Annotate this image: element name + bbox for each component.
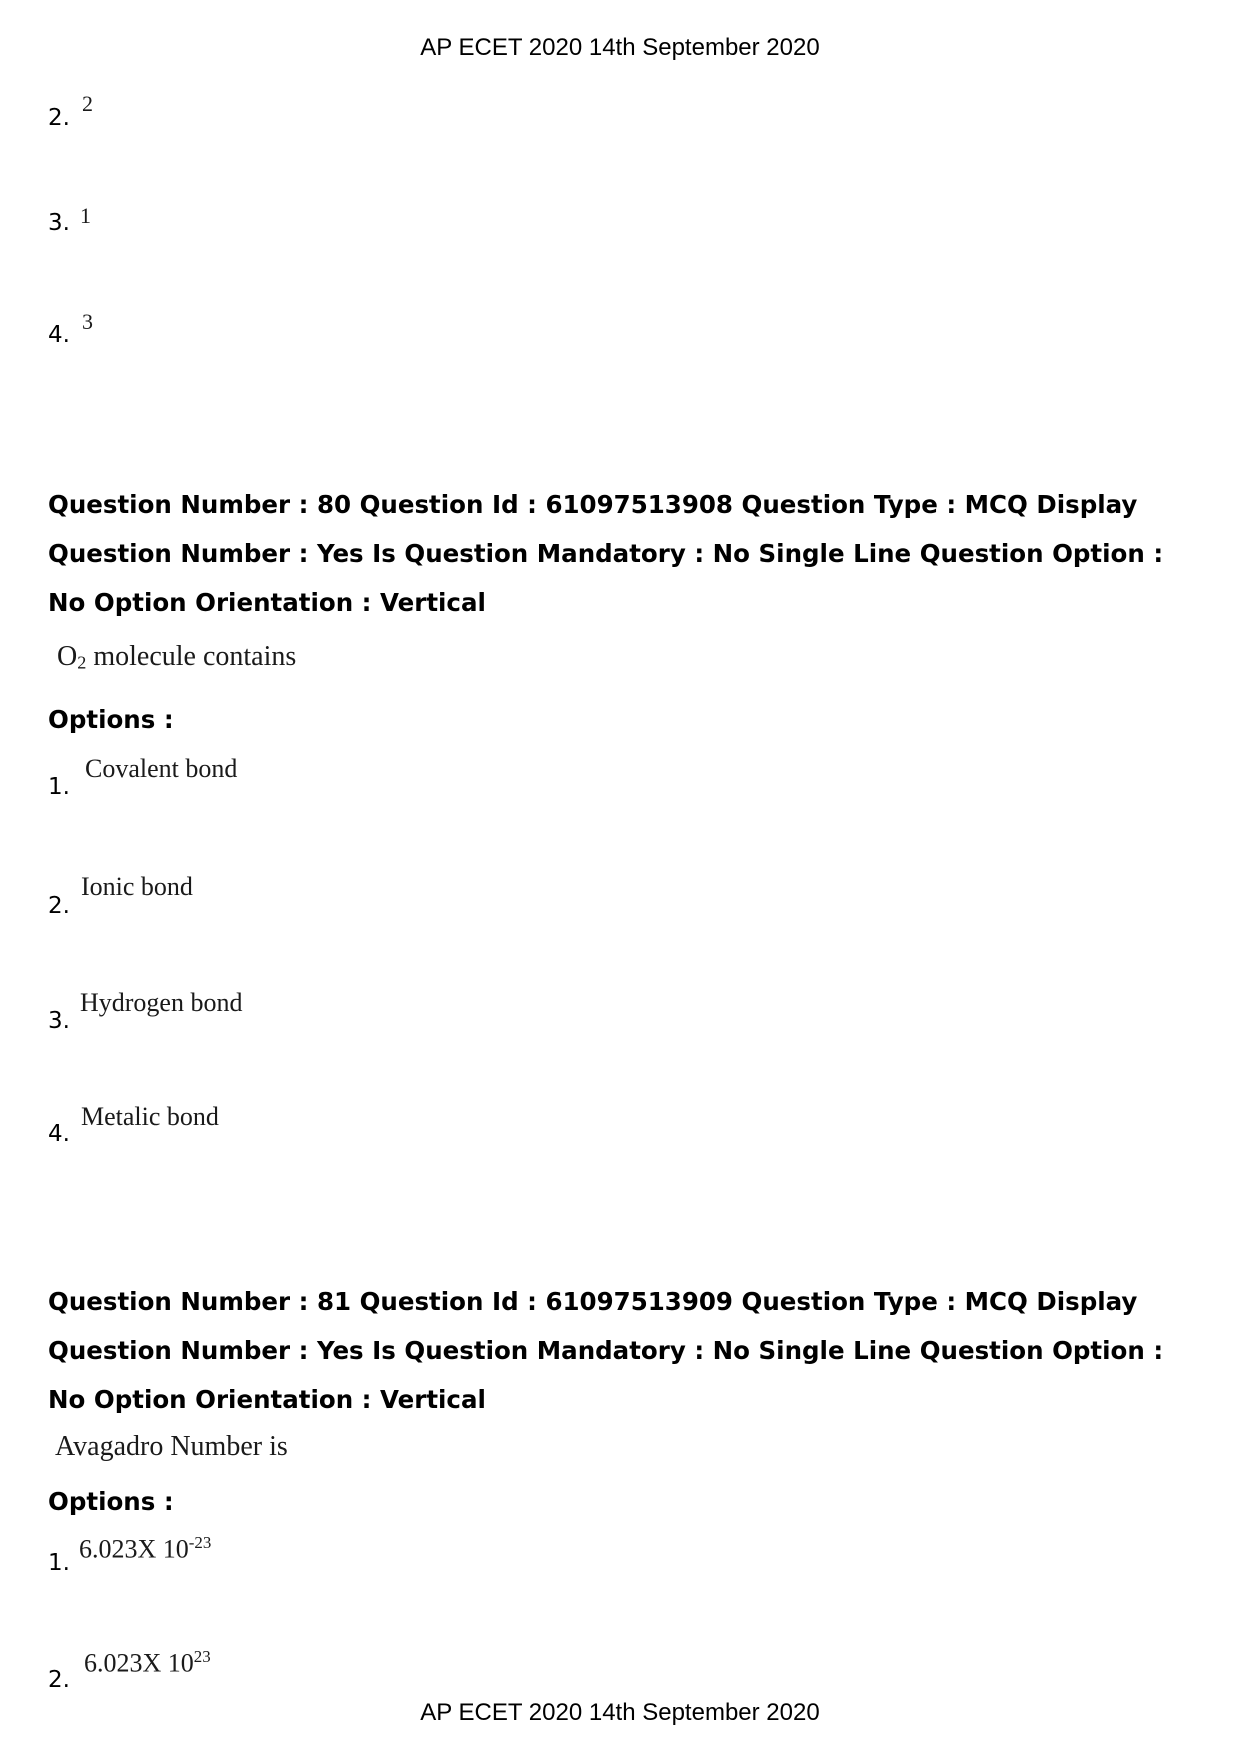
option-exponent: 23 bbox=[193, 1647, 211, 1666]
option-exponent: -23 bbox=[188, 1533, 212, 1552]
option-number: 4. bbox=[48, 1121, 70, 1147]
option-number: 2. bbox=[48, 105, 70, 131]
question-text bbox=[57, 641, 296, 679]
option-number: 4. bbox=[48, 322, 70, 348]
option-number: 3. bbox=[48, 210, 70, 236]
option-base: 6.023X 10 bbox=[79, 1534, 189, 1564]
option-number: 2. bbox=[48, 893, 70, 919]
question-text-suffix: molecule contains bbox=[86, 641, 297, 672]
option-text: 1 bbox=[80, 203, 91, 228]
option-text: 2 bbox=[82, 91, 93, 116]
question-text: Avagadro Number is bbox=[55, 1431, 288, 1462]
option-text: Hydrogen bond bbox=[80, 988, 243, 1017]
option-number: 1. bbox=[48, 774, 70, 800]
option-text: Covalent bond bbox=[85, 754, 238, 783]
question-text-subscript: 2 bbox=[77, 652, 87, 673]
option-text bbox=[79, 1528, 211, 1564]
option-text bbox=[84, 1642, 211, 1678]
question-text-prefix: O bbox=[57, 641, 78, 672]
option-base: 6.023X 10 bbox=[84, 1648, 194, 1678]
option-text: 3 bbox=[82, 309, 93, 334]
question-meta: Question Number : 80 Question Id : 61097513908 Question Type : MCQ Display Question Number : Yes Is Question Mandatory : No Single Line Question Option : No Option Orientation : Vertical bbox=[48, 490, 1164, 617]
page-footer: AP ECET 2020 14th September 2020 bbox=[420, 1699, 820, 1726]
option-text: Ionic bond bbox=[81, 872, 193, 901]
option-number: 2. bbox=[48, 1667, 70, 1693]
options-label: Options : bbox=[48, 1487, 174, 1516]
option-number: 1. bbox=[48, 1550, 70, 1576]
options-label: Options : bbox=[48, 705, 174, 734]
option-number: 3. bbox=[48, 1008, 70, 1034]
page-header: AP ECET 2020 14th September 2020 bbox=[420, 34, 820, 61]
question-meta: Question Number : 81 Question Id : 61097513909 Question Type : MCQ Display Question Number : Yes Is Question Mandatory : No Single Line Question Option : No Option Orientation : Vertical bbox=[48, 1287, 1164, 1414]
option-text: Metalic bond bbox=[81, 1102, 219, 1131]
